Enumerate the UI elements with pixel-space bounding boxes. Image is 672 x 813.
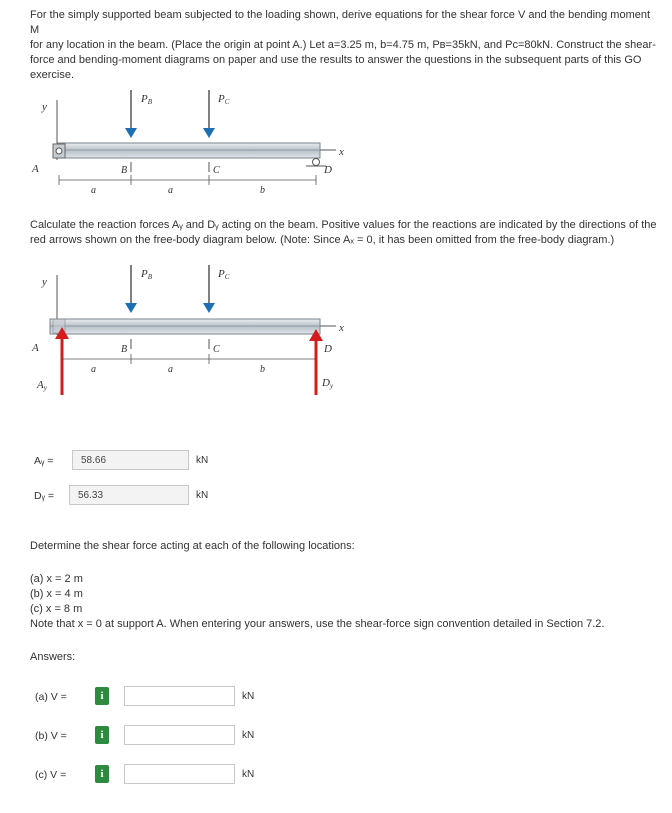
dim-b-label: b [260,185,265,196]
load-pb-label: PB [141,93,153,106]
reactions-line-2: red arrows shown on the free-body diagram below. (Note: Since Aₓ = 0, it has been omitted from the free-body diagram.) [30,234,615,246]
reaction-dy-label: Dy [322,377,334,390]
load-arrow-pb [125,128,137,138]
sign-convention-note: Note that x = 0 at support A. When entering your answers, use the shear-force sign convention detailed in Section 7.2. [30,618,605,630]
free-body-diagram [0,255,672,405]
problem-line-1: For the simply supported beam subjected to the loading shown, derive equations for the shear force V and the bending moment M [30,9,651,36]
answer-c-unit: kN [242,769,255,780]
info-icon[interactable]: i [95,765,109,783]
answer-b-unit: kN [242,730,255,741]
answer-b-input[interactable] [124,725,235,745]
problem-line-3: force and bending-moment diagrams on paper and use the results to answer the questions in the subsequent parts of this GO [30,54,642,66]
ay-input[interactable]: 58.66 [72,450,189,470]
dim-a2-label: a [168,185,173,196]
answer-a-unit: kN [242,691,255,702]
location-c: (c) x = 8 m [30,603,83,615]
fbd-load-pb-label: PB [141,268,153,281]
fbd-point-d-label: D [324,343,332,355]
dim-a1-label: a [91,185,96,196]
fbd-point-b-label: B [121,344,128,355]
problem-line-2: for any location in the beam. (Place the origin at point A.) Let a=3.25 m, b=4.75 m, Pʙ=35kN, and Pᴄ=80kN. Construct the shear- [30,39,656,51]
point-d-label: D [324,164,332,176]
answer-a-input[interactable] [124,686,235,706]
fbd-dim-a2-label: a [168,364,173,375]
fbd-point-a-label: A [32,342,39,354]
shear-heading: Determine the shear force acting at each of the following locations: [30,540,355,552]
answer-c-input[interactable] [124,764,235,784]
fbd-y-axis-label: y [42,276,47,288]
x-axis-label: x [339,146,344,158]
reaction-ay-label: Ay [37,379,47,392]
reactions-line-1: Calculate the reaction forces Aᵧ and Dᵧ acting on the beam. Positive values for the reactions are indicated by the directions of the [30,219,657,231]
fbd-load-arrow-pb [125,303,137,313]
roller-support-d [313,159,320,166]
fbd-point-c-label: C [213,344,220,355]
fbd-dim-a1-label: a [91,364,96,375]
ay-label: Aᵧ = [34,455,54,467]
info-icon[interactable]: i [95,687,109,705]
answer-b-label: (b) V = [35,730,67,742]
reactions-statement [30,218,660,248]
point-b-label: B [121,165,128,176]
locations-list [30,572,660,632]
point-a-label: A [32,163,39,175]
ay-unit: kN [196,455,209,466]
fbd-load-arrow-pc [203,303,215,313]
fbd-x-axis-label: x [339,322,344,334]
load-pc-label: PC [218,93,230,106]
answer-a-label: (a) V = [35,691,67,703]
problem-line-4: exercise. [30,69,75,81]
fbd-dim-b-label: b [260,364,265,375]
answers-label: Answers: [30,651,76,663]
y-axis-label: y [42,101,47,113]
location-b: (b) x = 4 m [30,588,83,600]
load-arrow-pc [203,128,215,138]
dy-label: Dᵧ = [34,490,55,502]
dy-input[interactable]: 56.33 [69,485,189,505]
point-c-label: C [213,165,220,176]
fbd-load-pc-label: PC [218,268,230,281]
location-a: (a) x = 2 m [30,573,83,585]
dy-unit: kN [196,490,209,501]
info-icon[interactable]: i [95,726,109,744]
beam-loading-figure [0,80,672,205]
answer-c-label: (c) V = [35,769,67,781]
problem-statement [30,8,660,83]
